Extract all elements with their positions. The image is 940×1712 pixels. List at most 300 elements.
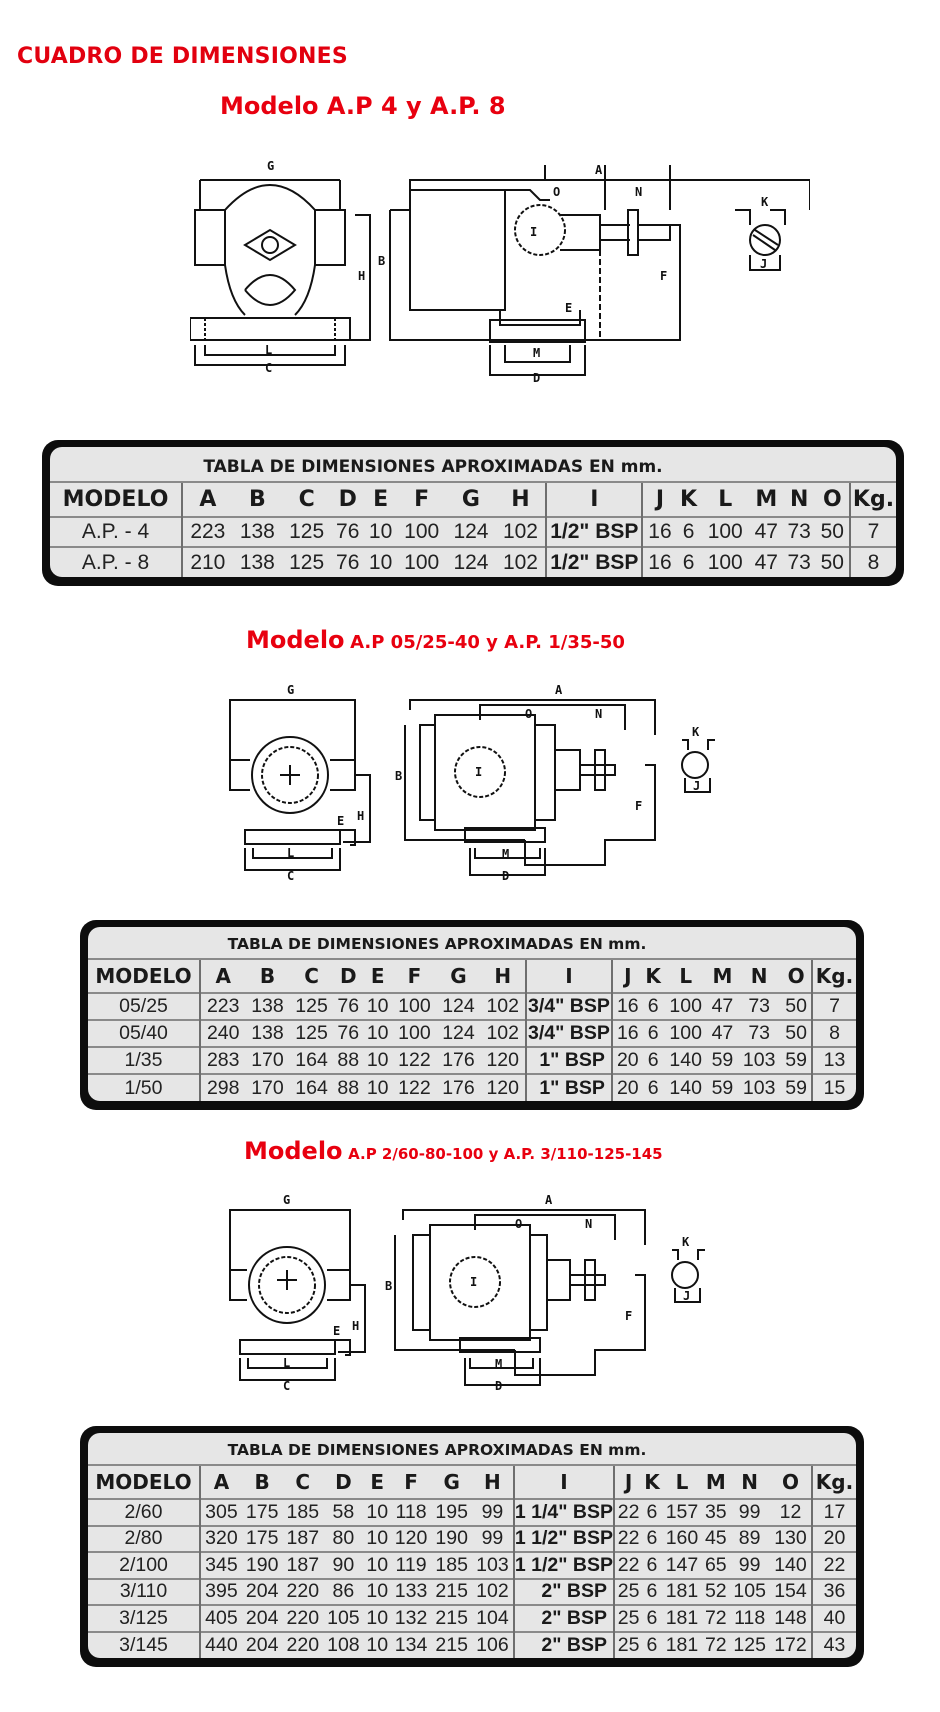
cell-h: 106 [472, 1632, 514, 1659]
cell-a: 240 [206, 1022, 240, 1044]
col-header-j: J [624, 964, 632, 988]
svg-text:C: C [287, 869, 295, 883]
cell-b: 138 [239, 520, 275, 543]
table-row [50, 517, 896, 547]
cell-kg: 40 [823, 1606, 846, 1629]
cell-a: 223 [190, 520, 226, 543]
svg-text:B: B [378, 254, 386, 268]
cell-j: 20 [616, 1076, 639, 1099]
col-header-b: B [259, 964, 276, 988]
cell-g: 215 [435, 1633, 468, 1656]
table-header-row [88, 1466, 856, 1499]
table-row [88, 1526, 856, 1553]
col-header-l: L [679, 964, 693, 988]
cell-o: 59 [781, 1047, 812, 1074]
table-row [88, 1047, 856, 1074]
cell-e: 10 [366, 1527, 389, 1550]
col-header-o: O [781, 960, 812, 993]
cell-d: 80 [332, 1527, 355, 1550]
cell-l: 157 [665, 1500, 699, 1523]
svg-text:K: K [692, 725, 700, 739]
cell-h: 102 [472, 1579, 514, 1606]
cell-d: 105 [327, 1606, 360, 1629]
cell-m: 59 [711, 1076, 734, 1099]
col-header-i: I [514, 1466, 614, 1499]
cell-m: 47 [711, 995, 734, 1017]
cell-d: 88 [337, 1049, 360, 1071]
col-header-m: M [705, 1470, 726, 1494]
cell-e: 10 [366, 1606, 389, 1629]
cell-kg: 8 [829, 1022, 840, 1044]
cell-m: 35 [704, 1500, 727, 1523]
cell-i: 1/2" BSP [546, 517, 642, 547]
cell-d: 76 [337, 1022, 360, 1044]
svg-text:H: H [358, 269, 366, 283]
table-row [88, 1632, 856, 1659]
cell-o: 148 [770, 1605, 812, 1632]
cell-j: 16 [648, 520, 672, 543]
cell-h: 99 [472, 1499, 514, 1526]
cell-c: 125 [295, 1022, 328, 1044]
cell-g: 195 [435, 1500, 468, 1523]
svg-text:L: L [287, 846, 295, 860]
col-header-d: D [338, 487, 357, 512]
cell-l: 181 [665, 1633, 699, 1656]
cell-modelo: 1/50 [88, 1074, 200, 1101]
cell-l: 181 [665, 1580, 699, 1603]
cell-d: 88 [337, 1076, 360, 1099]
cell-b: 138 [251, 995, 284, 1017]
cell-h: 120 [481, 1047, 526, 1074]
cell-f: 119 [395, 1553, 427, 1576]
svg-text:E: E [337, 814, 345, 828]
dimensions-table-1 [42, 440, 904, 586]
svg-text:I: I [470, 1275, 478, 1289]
cell-f: 100 [398, 995, 431, 1017]
cell-i: 1/2" BSP [546, 547, 642, 577]
svg-text:A: A [595, 163, 603, 177]
col-header-j: J [624, 1470, 633, 1494]
table-caption: TABLA DE DIMENSIONES APROXIMADAS EN mm. [88, 927, 856, 960]
cell-c: 187 [286, 1553, 320, 1576]
cell-i: 2" BSP [514, 1605, 614, 1632]
cell-g: 124 [442, 995, 475, 1017]
col-header-a: A [215, 964, 231, 988]
cell-b: 138 [251, 1022, 284, 1044]
col-header-g: G [450, 964, 467, 988]
col-header-c: C [298, 487, 315, 512]
col-header-m: M [755, 487, 778, 512]
svg-text:G: G [283, 1193, 291, 1207]
cell-kg: 7 [867, 520, 880, 543]
model-title-prefix: Modelo [220, 92, 319, 120]
cell-e: 10 [366, 995, 389, 1017]
col-header-kg: Kg. [852, 487, 895, 512]
model-title-3 [244, 1137, 663, 1165]
svg-text:H: H [352, 1319, 360, 1333]
cell-l: 100 [669, 1022, 702, 1044]
cell-o: 50 [781, 1020, 812, 1047]
cell-e: 10 [366, 1553, 389, 1576]
col-header-n: N [741, 1470, 759, 1494]
cell-g: 215 [435, 1580, 468, 1603]
col-header-d: D [339, 964, 357, 988]
col-header-b: B [248, 487, 266, 512]
col-header-i: I [526, 960, 612, 993]
cell-g: 190 [435, 1527, 468, 1550]
svg-text:N: N [595, 707, 603, 721]
cell-d: 86 [332, 1580, 355, 1603]
cell-kg: 15 [823, 1076, 846, 1099]
cell-k: 6 [647, 1076, 659, 1099]
cell-kg: 17 [823, 1500, 846, 1523]
cell-e: 10 [366, 1022, 389, 1044]
svg-text:O: O [553, 185, 561, 199]
cell-g: 176 [442, 1049, 475, 1071]
cell-a: 210 [190, 550, 226, 574]
col-header-n: N [750, 964, 768, 988]
cell-l: 140 [669, 1049, 702, 1071]
cell-b: 170 [251, 1076, 284, 1099]
col-header-a: A [213, 1470, 230, 1494]
svg-text:A: A [555, 683, 563, 697]
svg-text:L: L [283, 1356, 291, 1370]
cell-kg: 7 [829, 995, 840, 1017]
svg-text:A: A [545, 1193, 553, 1207]
cell-g: 176 [442, 1076, 475, 1099]
table-header-row [88, 960, 856, 993]
cell-n: 103 [742, 1076, 776, 1099]
cell-k: 6 [646, 1606, 658, 1629]
col-header-kg: Kg. [815, 964, 854, 988]
cell-c: 125 [289, 550, 325, 574]
cell-c: 185 [286, 1500, 320, 1523]
cell-k: 6 [647, 1022, 659, 1044]
cell-j: 25 [617, 1633, 640, 1656]
cell-j: 22 [617, 1553, 640, 1576]
cell-f: 120 [394, 1527, 428, 1550]
cell-m: 72 [704, 1633, 727, 1656]
cell-a: 283 [206, 1049, 240, 1071]
cell-l: 147 [665, 1553, 699, 1576]
col-header-h: H [472, 1466, 514, 1499]
cell-m: 72 [704, 1606, 727, 1629]
cell-e: 10 [366, 1500, 389, 1523]
col-header-e: E [370, 964, 385, 988]
cell-n: 73 [787, 550, 811, 574]
cell-i: 1 1/4" BSP [514, 1499, 614, 1526]
col-header-d: D [335, 1470, 352, 1494]
cell-j: 22 [617, 1500, 640, 1523]
cell-m: 47 [754, 550, 778, 574]
cell-k: 6 [647, 995, 659, 1017]
cell-modelo: 3/110 [88, 1579, 200, 1606]
svg-text:O: O [525, 707, 533, 721]
svg-text:F: F [625, 1309, 633, 1323]
col-header-modelo: MODELO [50, 483, 182, 517]
cell-o: 154 [770, 1579, 812, 1606]
cell-m: 59 [711, 1049, 734, 1071]
col-header-f: F [407, 964, 422, 988]
cell-n: 125 [733, 1633, 766, 1656]
col-header-b: B [254, 1470, 270, 1494]
table-row [88, 1579, 856, 1606]
cell-h: 99 [472, 1526, 514, 1553]
col-header-modelo: MODELO [88, 1466, 200, 1499]
svg-text:M: M [533, 346, 541, 360]
cell-modelo: 2/80 [88, 1526, 200, 1553]
cell-f: 122 [398, 1049, 431, 1071]
cell-j: 16 [616, 1022, 639, 1044]
cell-d: 76 [336, 520, 360, 543]
cell-d: 108 [327, 1633, 360, 1656]
cell-b: 175 [245, 1527, 279, 1550]
svg-text:D: D [533, 371, 541, 385]
cell-o: 12 [770, 1499, 812, 1526]
cell-e: 10 [366, 1049, 389, 1071]
col-header-g: G [443, 1470, 460, 1494]
cell-n: 73 [787, 520, 811, 543]
cell-o: 130 [770, 1526, 812, 1553]
model-title-models: A.P 4 y A.P. 8 [326, 92, 506, 120]
col-header-h: H [481, 960, 526, 993]
col-header-i: I [546, 483, 642, 517]
cell-n: 89 [738, 1527, 761, 1550]
cell-i: 3/4" BSP [526, 1020, 612, 1047]
cell-b: 138 [239, 550, 275, 574]
cell-j: 25 [617, 1580, 640, 1603]
cell-g: 124 [453, 550, 489, 574]
cell-n: 73 [748, 1022, 771, 1044]
cell-l: 100 [707, 520, 743, 543]
pump-dimension-diagram-3 [225, 1190, 745, 1410]
cell-d: 58 [332, 1500, 355, 1523]
col-header-l: L [718, 487, 733, 512]
cell-b: 170 [251, 1049, 284, 1071]
model-title-prefix: Modelo [244, 1137, 343, 1165]
cell-modelo: 05/25 [88, 993, 200, 1020]
table-row [88, 1605, 856, 1632]
cell-i: 1" BSP [526, 1047, 612, 1074]
svg-text:J: J [683, 1289, 691, 1303]
cell-modelo: 3/125 [88, 1605, 200, 1632]
cell-g: 124 [442, 1022, 475, 1044]
cell-a: 405 [205, 1606, 238, 1629]
table-row [50, 547, 896, 577]
col-header-a: A [199, 487, 217, 512]
svg-text:N: N [585, 1217, 593, 1231]
cell-n: 103 [742, 1049, 776, 1071]
cell-h: 102 [496, 547, 547, 577]
col-header-e: E [370, 1470, 385, 1494]
cell-a: 298 [206, 1076, 240, 1099]
table-row [88, 1499, 856, 1526]
cell-i: 1" BSP [526, 1074, 612, 1101]
col-header-j: J [655, 487, 665, 512]
svg-text:E: E [565, 301, 573, 315]
cell-m: 45 [704, 1527, 727, 1550]
cell-kg: 13 [823, 1049, 846, 1071]
cell-l: 100 [669, 995, 702, 1017]
cell-b: 190 [245, 1553, 279, 1576]
cell-m: 65 [704, 1553, 727, 1576]
cell-b: 175 [245, 1500, 279, 1523]
cell-f: 100 [404, 550, 440, 574]
cell-modelo: 05/40 [88, 1020, 200, 1047]
table-row [88, 1552, 856, 1579]
svg-text:C: C [283, 1379, 291, 1393]
table-row [88, 1020, 856, 1047]
svg-text:G: G [267, 159, 275, 173]
svg-text:L: L [265, 343, 273, 357]
svg-text:O: O [515, 1217, 523, 1231]
page-title: CUADRO DE DIMENSIONES [17, 44, 348, 69]
cell-a: 223 [206, 995, 240, 1017]
cell-o: 140 [770, 1552, 812, 1579]
cell-modelo: 2/60 [88, 1499, 200, 1526]
cell-k: 6 [682, 520, 695, 543]
cell-i: 1 1/2" BSP [514, 1526, 614, 1553]
col-header-l: L [675, 1470, 689, 1494]
cell-i: 2" BSP [514, 1579, 614, 1606]
model-title-prefix: Modelo [246, 626, 345, 654]
cell-f: 122 [398, 1076, 431, 1099]
cell-kg: 36 [823, 1580, 846, 1603]
col-header-o: O [816, 483, 850, 517]
cell-g: 185 [435, 1553, 468, 1576]
cell-d: 90 [332, 1553, 355, 1576]
model-title-2 [246, 626, 625, 654]
cell-kg: 22 [823, 1553, 846, 1576]
cell-f: 118 [395, 1500, 427, 1523]
cell-modelo: 3/145 [88, 1632, 200, 1659]
cell-o: 50 [781, 993, 812, 1020]
col-header-k: K [645, 964, 661, 988]
svg-text:M: M [495, 1357, 503, 1371]
svg-text:M: M [502, 847, 510, 861]
cell-k: 6 [646, 1580, 658, 1603]
cell-j: 22 [617, 1527, 640, 1550]
cell-d: 76 [337, 995, 360, 1017]
dimensions-table-2 [80, 920, 864, 1110]
cell-h: 120 [481, 1074, 526, 1101]
cell-modelo: 2/100 [88, 1552, 200, 1579]
svg-text:F: F [635, 799, 643, 813]
cell-k: 6 [647, 1049, 659, 1071]
cell-h: 102 [481, 1020, 526, 1047]
cell-d: 76 [336, 550, 360, 574]
svg-text:I: I [530, 225, 538, 239]
svg-text:I: I [475, 765, 483, 779]
cell-a: 345 [205, 1553, 238, 1576]
cell-kg: 20 [823, 1527, 846, 1550]
svg-text:K: K [682, 1235, 690, 1249]
cell-i: 2" BSP [514, 1632, 614, 1659]
col-header-o: O [770, 1466, 812, 1499]
svg-text:G: G [287, 683, 295, 697]
cell-m: 47 [754, 520, 778, 543]
cell-n: 105 [733, 1580, 766, 1603]
cell-f: 100 [398, 1022, 431, 1044]
model-title-models: A.P 05/25-40 y A.P. 1/35-50 [350, 632, 625, 653]
col-header-modelo: MODELO [88, 960, 200, 993]
cell-a: 440 [205, 1633, 238, 1656]
col-header-g: G [461, 487, 480, 512]
cell-kg: 8 [867, 550, 880, 574]
col-header-kg: Kg. [815, 1470, 854, 1494]
col-header-k: K [644, 1470, 660, 1494]
svg-text:E: E [333, 1324, 341, 1338]
cell-a: 305 [205, 1500, 238, 1523]
cell-j: 16 [616, 995, 639, 1017]
pump-dimension-diagram-1 [190, 150, 810, 410]
table-row [88, 993, 856, 1020]
cell-l: 140 [669, 1076, 702, 1099]
cell-c: 220 [286, 1606, 320, 1629]
cell-i: 1 1/2" BSP [514, 1552, 614, 1579]
cell-o: 50 [816, 547, 850, 577]
cell-o: 50 [816, 517, 850, 547]
cell-n: 73 [748, 995, 771, 1017]
cell-h: 104 [472, 1605, 514, 1632]
svg-text:B: B [395, 769, 403, 783]
svg-text:J: J [693, 779, 701, 793]
cell-e: 10 [368, 520, 393, 543]
cell-k: 6 [646, 1553, 658, 1576]
col-header-n: N [789, 487, 809, 512]
svg-text:J: J [760, 257, 768, 271]
svg-text:C: C [265, 361, 273, 375]
cell-g: 215 [435, 1606, 468, 1629]
cell-j: 16 [648, 550, 672, 574]
cell-n: 99 [738, 1500, 761, 1523]
cell-o: 59 [781, 1074, 812, 1101]
table-caption: TABLA DE DIMENSIONES APROXIMADAS EN mm. [50, 447, 896, 483]
col-header-k: K [680, 487, 698, 512]
svg-text:K: K [761, 195, 769, 209]
cell-a: 320 [205, 1527, 238, 1550]
svg-text:H: H [357, 809, 365, 823]
cell-j: 25 [617, 1606, 640, 1629]
model-title-models: A.P 2/60-80-100 y A.P. 3/110-125-145 [348, 1145, 663, 1163]
cell-k: 6 [646, 1527, 658, 1550]
cell-modelo: A.P. - 8 [50, 547, 182, 577]
cell-c: 164 [295, 1049, 328, 1071]
svg-text:D: D [495, 1379, 503, 1393]
cell-c: 220 [286, 1633, 320, 1656]
table-caption: TABLA DE DIMENSIONES APROXIMADAS EN mm. [88, 1433, 856, 1466]
cell-l: 181 [665, 1606, 699, 1629]
cell-c: 220 [286, 1580, 320, 1603]
cell-h: 102 [481, 993, 526, 1020]
col-header-f: F [414, 487, 430, 512]
cell-kg: 43 [823, 1633, 846, 1656]
cell-k: 6 [682, 550, 695, 574]
cell-b: 204 [245, 1606, 279, 1629]
svg-text:F: F [660, 269, 668, 283]
col-header-f: F [404, 1470, 418, 1494]
cell-e: 10 [366, 1580, 389, 1603]
cell-o: 172 [770, 1632, 812, 1659]
cell-h: 102 [496, 517, 547, 547]
cell-c: 164 [295, 1076, 328, 1099]
cell-a: 395 [205, 1580, 238, 1603]
cell-h: 103 [472, 1552, 514, 1579]
col-header-c: C [295, 1470, 311, 1494]
cell-k: 6 [646, 1633, 658, 1656]
dimensions-table-3 [80, 1426, 864, 1667]
pump-dimension-diagram-2 [225, 680, 745, 900]
